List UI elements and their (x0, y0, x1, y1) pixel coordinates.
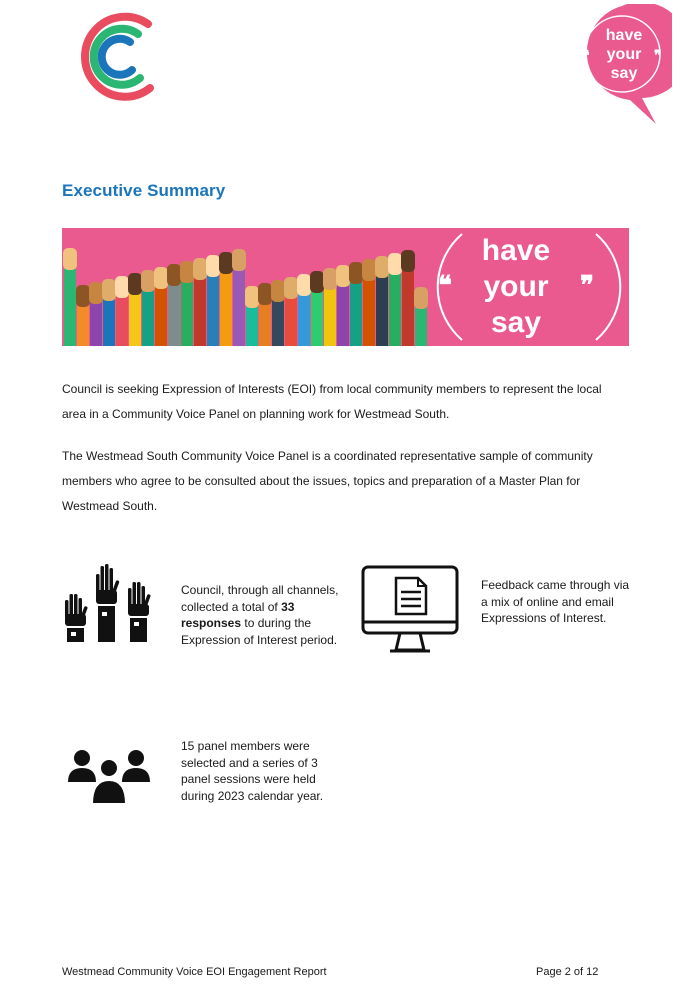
feedback-stat: Feedback came through via a mix of online and email Expressions of Interest. (481, 578, 630, 625)
have-your-say-banner (62, 228, 629, 346)
responses-stat-text-after: to during the Expression of Interest period. (181, 616, 338, 647)
computer-monitor-icon (360, 564, 460, 656)
svg-text:❞: ❞ (580, 270, 594, 300)
council-logo (64, 4, 160, 108)
raised-hands-icon (62, 560, 154, 646)
svg-text:your: your (606, 46, 642, 63)
svg-text:have: have (605, 27, 643, 44)
panel-stat: 15 panel members were selected and a series of 3 panel sessions were held during 2023 calendar year. (181, 739, 324, 803)
banner-line-say: say (490, 306, 542, 339)
intro-paragraph: Council is seeking Expression of Interests (EOI) from local community members to represent the local area in a Community Voice Panel on planning work for Westmead South. (62, 382, 602, 421)
banner-line-have: have (481, 234, 551, 267)
group-of-people-icon (66, 748, 152, 806)
have-your-say-logo (572, 4, 672, 128)
svg-text:❞: ❞ (654, 47, 662, 63)
panel-description-paragraph: The Westmead South Community Voice Panel is a coordinated representative sample of community members who agree to be consulted about the issues, topics and preparation of a Master Plan for Westmead South. (62, 449, 593, 513)
footer-report-title: Westmead Community Voice EOI Engagement Report (62, 966, 327, 978)
svg-text:say: say (610, 65, 638, 82)
responses-stat (181, 582, 341, 648)
svg-text:❝: ❝ (438, 270, 452, 300)
svg-text:❝: ❝ (582, 47, 590, 63)
responses-stat-text-before: Council, through all channels, collected a total of (181, 583, 339, 614)
responses-count: 33 responses (181, 599, 295, 630)
section-title: Executive Summary (62, 181, 226, 200)
banner-line-your: your (483, 270, 549, 303)
footer-page-number: Page 2 of 12 (536, 966, 599, 978)
